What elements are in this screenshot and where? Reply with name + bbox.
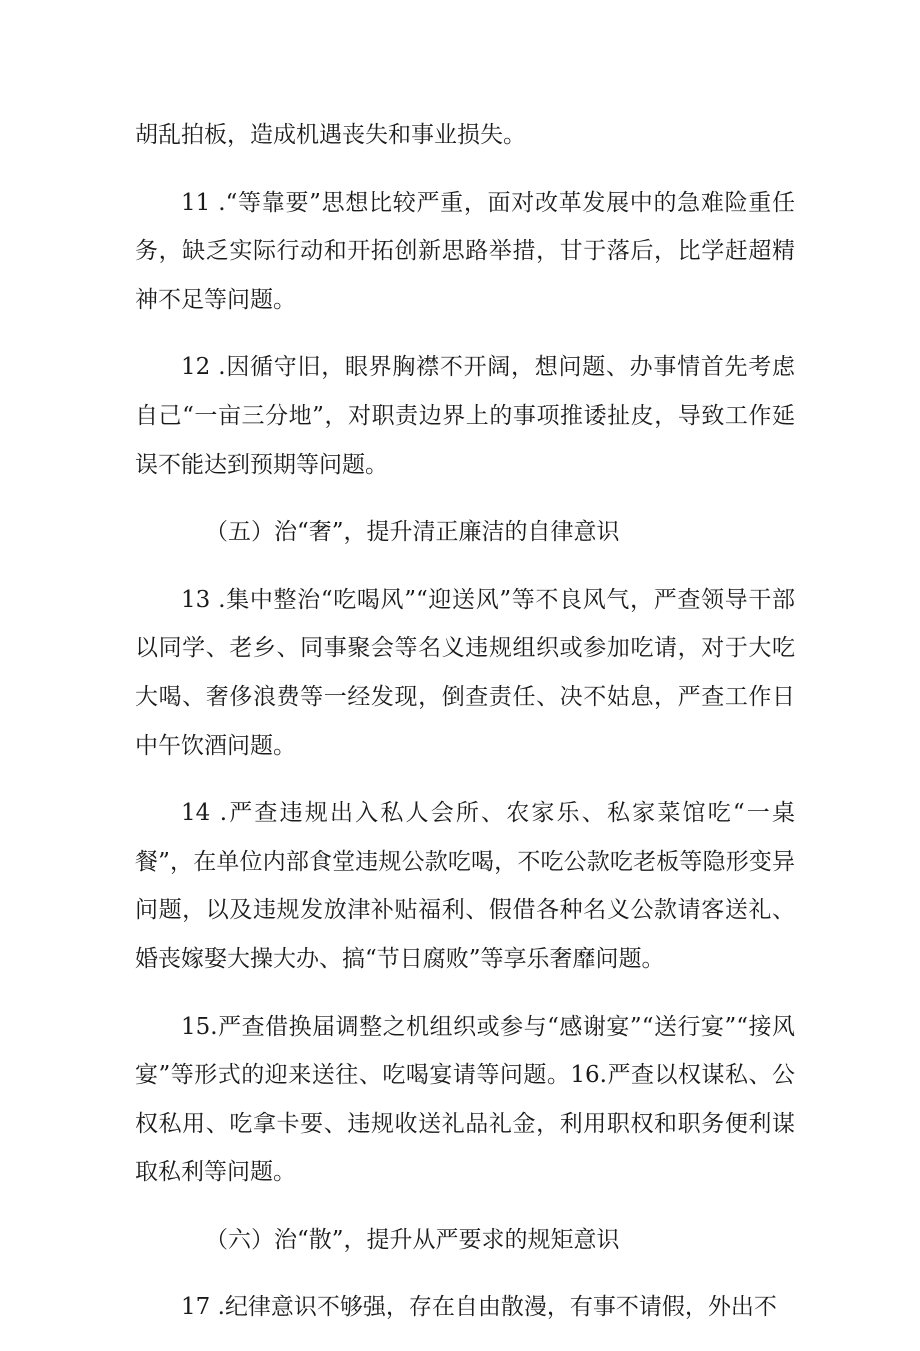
document-body: [135, 111, 795, 1351]
paragraph-item-13: 13 .集中整治“吃喝风”“迎送风”等不良风气，严查领导干部以同学、老乡、同事聚会等名义违规组织或参加吃请，对于大吃大喝、奢侈浪费等一经发现，倒查责任、决不姑息，严查工作日中午饮酒问题。: [135, 586, 795, 759]
paragraph-item-15-16: 15.严查借换届调整之机组织或参与“感谢宴”“送行宴”“接风宴”等形式的迎来送往、吃喝宴请等问题。16.严查以权谋私、公权私用、吃拿卡要、违规收送礼品礼金，利用职权和职务便利谋取私利等问题。: [135, 1013, 795, 1186]
paragraph-item-17: 17 .纪律意识不够强，存在自由散漫，有事不请假，外出不: [181, 1294, 777, 1321]
paragraph-item-12: 12 .因循守旧，眼界胸襟不开阔，想问题、办事情首先考虑自己“一亩三分地”，对职责边界上的事项推诿扯皮，导致工作延误不能达到预期等问题。: [135, 354, 795, 478]
paragraph-item-14: 14 .严查违规出入私人会所、农家乐、私家菜馆吃“一桌餐”，在单位内部食堂违规公款吃喝，不吃公款吃老板等隐形变异问题，以及违规发放津补贴福利、假借各种名义公款请客送礼、婚丧嫁娶大操大办、搞“节日腐败”等享乐奢靡问题。: [135, 800, 795, 972]
section-heading-6: （六）治“散”，提升从严要求的规矩意识: [205, 1226, 620, 1253]
paragraph-item-11: 11 .“等靠要”思想比较严重，面对改革发展中的急难险重任务，缺乏实际行动和开拓创新思路举措，甘于落后，比学赶超精神不足等问题。: [135, 189, 795, 313]
section-heading-5: （五）治“奢”，提升清正廉洁的自律意识: [205, 519, 620, 546]
paragraph-continued: 胡乱拍板，造成机遇丧失和事业损失。: [135, 122, 526, 148]
